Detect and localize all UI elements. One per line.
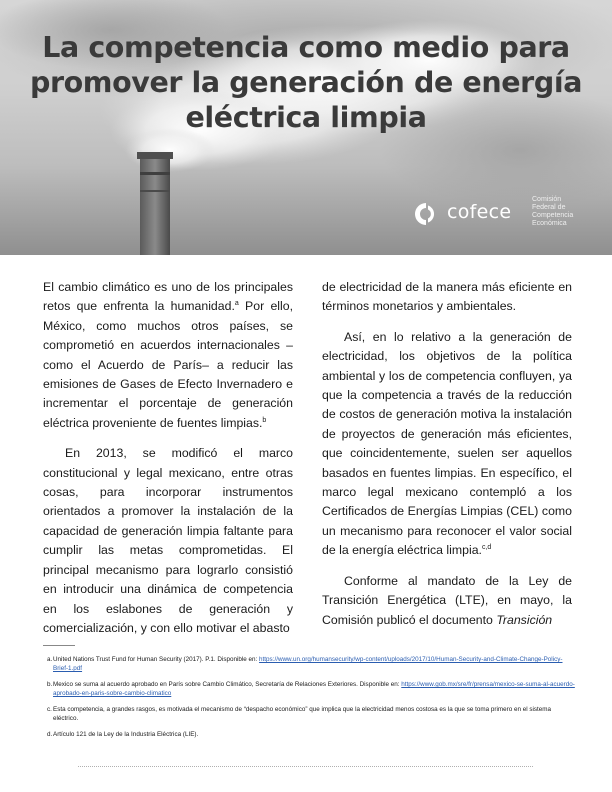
footnote-marker: a. bbox=[47, 656, 53, 663]
footnote-text: Esta competencia, a grandes rasgos, es motivada el mecanismo de “despacho económico” que implica que la electricidad menos costosa es la que se toma primero en el sistema eléctrico. bbox=[53, 706, 552, 722]
footnote-marker: c. bbox=[47, 706, 52, 713]
logo-subtitle bbox=[532, 196, 607, 228]
hero-banner bbox=[0, 0, 612, 255]
footnote-ref: a bbox=[234, 300, 239, 308]
footnote-ref: b bbox=[262, 416, 267, 424]
title-line: eléctrica limpia bbox=[185, 101, 427, 134]
paragraph-text: El cambio climático es uno de los principales retos que enfrenta la humanidad. bbox=[43, 280, 293, 314]
title-line: La competencia como medio para bbox=[42, 31, 570, 64]
right-column bbox=[322, 278, 572, 641]
paragraph: En 2013, se modificó el marco constitucional y legal mexicano, entre otras cosas, para incorporar instrumentos orientados a promover la instalación de la capacidad de generación limpia faltante para cumplir las metas comprometidas. El principal mecanismo para lograrlo consistió en introducir una dinámica de competencia en los eslabones de generación y comercialización, y con ello motivar el abasto bbox=[43, 446, 293, 635]
paragraph bbox=[322, 572, 572, 630]
cofece-logo-icon bbox=[413, 201, 439, 227]
paragraph-continuation: de electricidad de la manera más eficiente en términos monetarios y ambientales. bbox=[322, 280, 572, 314]
footnote-text: Artículo 121 de la Ley de la Industria Eléctrica (LIE). bbox=[53, 731, 199, 738]
logo-wordmark: cofece bbox=[447, 201, 512, 223]
logo-sub-line: Comisión bbox=[532, 196, 562, 203]
logo-sub-line: Competencia bbox=[532, 212, 574, 219]
footnote-text: Mexico se suma al acuerdo aprobado en París sobre Cambio Climático, Secretaría de Relaciones Exteriores. Disponible en: bbox=[53, 681, 402, 688]
paragraph-text: Por ello, México, como muchos otros países, se comprometió en acuerdos internacionales –como el Acuerdo de París– a reducir las emisiones de Gases de Efecto Invernadero e incrementar el porcentaje de generación eléctrica proveniente de fuentes limpias. bbox=[43, 299, 294, 430]
page-title bbox=[0, 30, 612, 135]
dotted-divider bbox=[78, 766, 533, 767]
document-title-italic: Transición bbox=[496, 612, 553, 627]
paragraph-text: Así, en lo relativo a la generación de electricidad, los objetivos de la política ambiental y los de competencia confluyen, ya que la competencia a través de la reducción de costos de generación motiva la instalación de proyectos de generación más eficientes, que coincidentemente, suelen ser aquellos basados en fuentes limpias. En específico, el marco legal mexicano contempló a los Certificados de Energías Limpias (CEL) como un mecanismo para reconocer el valor social de la energía eléctrica limpia. bbox=[322, 329, 572, 558]
footnote bbox=[47, 655, 575, 673]
footnote-link[interactable]: https://www.gob.mx/sre/fr/prensa/mexico-se-suma-al-acuerdo-aprobado-en-paris-sobre-cambio-climatico bbox=[53, 681, 575, 697]
left-column bbox=[43, 278, 293, 649]
footnotes bbox=[47, 655, 575, 746]
paragraph bbox=[43, 278, 293, 433]
logo-sub-line: Federal de bbox=[532, 204, 566, 211]
footnote-text: United Nations Trust Fund for Human Security (2017). P.1. Disponible en: bbox=[53, 656, 260, 663]
footnote-marker: d. bbox=[47, 731, 53, 738]
paragraph bbox=[322, 328, 572, 561]
footnote-ref: c,d bbox=[481, 544, 492, 552]
logo-sub-line: Económica bbox=[532, 220, 567, 227]
paragraph-text: Conforme al mandato de la Ley de Transición Energética (LTE), en mayo, la Comisión publicó el documento bbox=[322, 573, 572, 627]
title-line: promover la generación de energía bbox=[29, 66, 583, 99]
footnote-rule bbox=[43, 645, 75, 646]
footnote bbox=[47, 680, 575, 698]
footnote bbox=[47, 705, 575, 723]
footnote bbox=[47, 730, 575, 739]
footnote-marker: b. bbox=[47, 681, 53, 688]
footnote-link[interactable]: https://www.un.org/humansecurity/wp-content/uploads/2017/10/Human-Security-and-Climate-Change-Policy-Brief-1.pdf bbox=[53, 656, 563, 672]
